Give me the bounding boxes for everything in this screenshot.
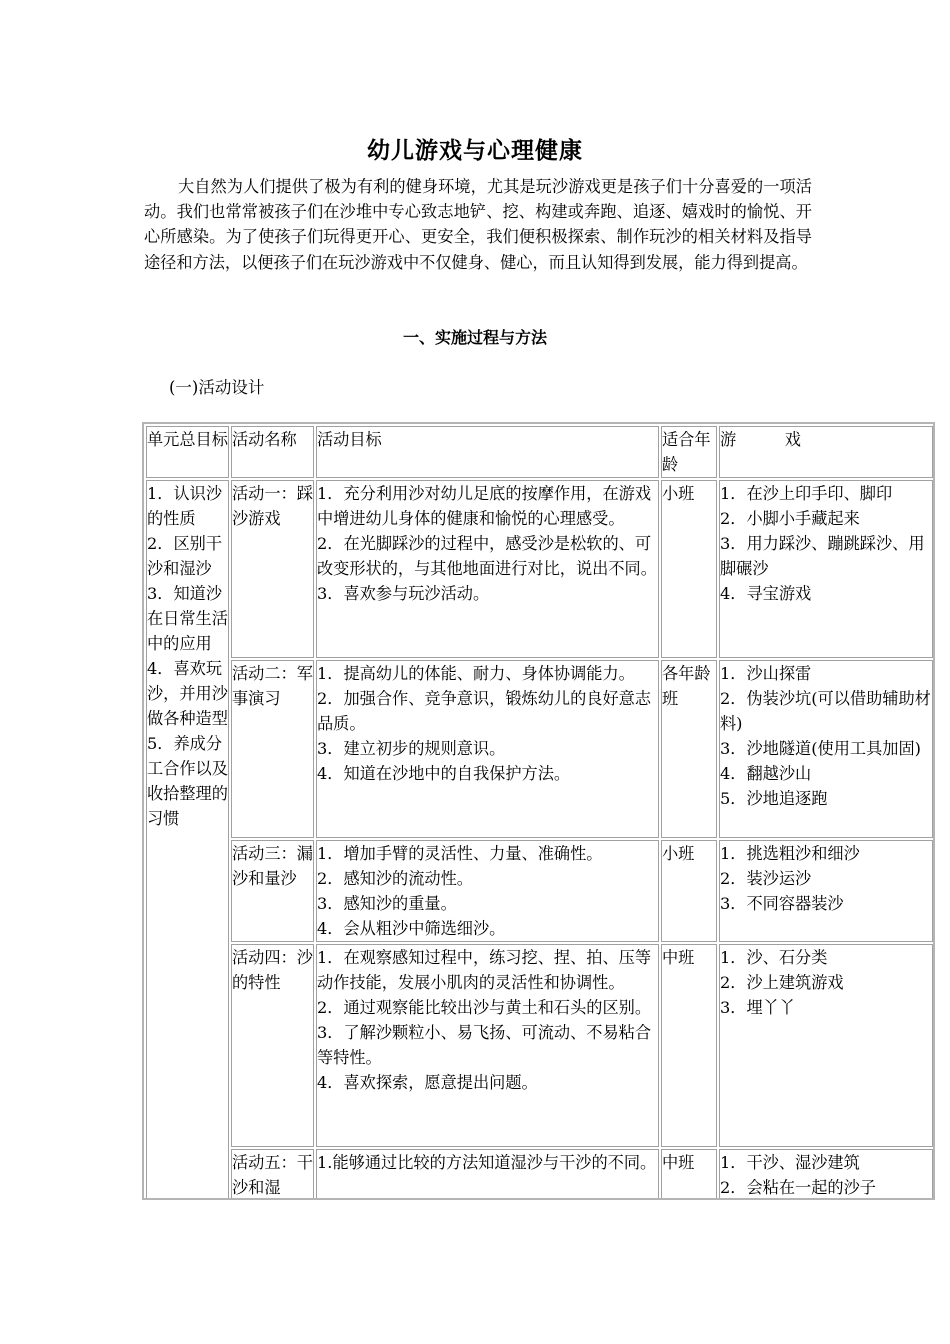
game-item: 2．小脚小手藏起来 bbox=[720, 509, 860, 528]
intro-paragraph: 大自然为人们提供了极为有利的健身环境，尤其是玩沙游戏更是孩子们十分喜爱的一项活动。我们也常常被孩子们在沙堆中专心致志地铲、挖、构建或奔跑、追逐、嬉戏时的愉悦、开心所感染。为了使孩子们玩得更开心、更安全，我们便积极探索、制作玩沙的相关材料及指导途径和方法，以便孩子们在玩沙游戏中不仅健身、健心，而且认知得到发展，能力得到提高。 bbox=[144, 177, 812, 272]
table-header-row bbox=[146, 426, 933, 478]
game-item: 1．干沙、湿沙建筑 bbox=[720, 1153, 860, 1172]
game-item: 2．装沙运沙 bbox=[720, 869, 812, 888]
game-item: 3．用力踩沙、蹦跳踩沙、用脚碾沙 bbox=[720, 534, 925, 578]
section-heading: 一、实施过程与方法 bbox=[402, 328, 547, 347]
activity-table-frame bbox=[142, 422, 935, 1200]
header-activity-goal: 活动目标 bbox=[316, 426, 659, 478]
activity-goals-cell bbox=[316, 480, 659, 658]
activity-goal-item: 4．会从粗沙中筛选细沙。 bbox=[317, 919, 506, 938]
age-cell: 中班 bbox=[661, 1149, 717, 1200]
activity-goal-item: 1．增加手臂的灵活性、力量、准确性。 bbox=[317, 844, 603, 863]
table-row bbox=[146, 480, 933, 658]
activity-goal-item: 3．建立初步的规则意识。 bbox=[317, 739, 506, 758]
activity-name-cell: 活动一：踩沙游戏 bbox=[231, 480, 314, 658]
activity-goal-item: 4．知道在沙地中的自我保护方法。 bbox=[317, 764, 571, 783]
activity-goal-item: 3．了解沙颗粒小、易飞扬、可流动、不易粘合等特性。 bbox=[317, 1023, 652, 1067]
activity-goal-item: 1.能够通过比较的方法知道湿沙与干沙的不同。 bbox=[317, 1153, 657, 1172]
activity-goal-item: 2．在光脚踩沙的过程中，感受沙是松软的、可改变形状的，与其他地面进行对比，说出不同。 bbox=[317, 534, 657, 578]
age-cell: 小班 bbox=[661, 840, 717, 942]
activity-name-cell: 活动二：军事演习 bbox=[231, 660, 314, 838]
activity-design-table bbox=[144, 424, 935, 1200]
game-item: 2．伪装沙坑(可以借助辅助材料) bbox=[720, 689, 931, 733]
activity-goal-item: 2．加强合作、竞争意识，锻炼幼儿的良好意志品质。 bbox=[317, 689, 652, 733]
table-row bbox=[146, 944, 933, 1147]
game-item: 3．不同容器装沙 bbox=[720, 894, 844, 913]
game-item: 4．寻宝游戏 bbox=[720, 584, 812, 603]
age-cell: 小班 bbox=[661, 480, 717, 658]
activity-goals-cell bbox=[316, 840, 659, 942]
unit-goal-item: 4．喜欢玩沙，并用沙做各种造型 bbox=[147, 659, 228, 728]
activity-goal-item: 2．通过观察能比较出沙与黄土和石头的区别。 bbox=[317, 998, 652, 1017]
activity-goal-item: 1．提高幼儿的体能、耐力、身体协调能力。 bbox=[317, 664, 635, 683]
table-row bbox=[146, 840, 933, 942]
header-unit-goal: 单元总目标 bbox=[146, 426, 229, 478]
activity-goal-item: 1．在观察感知过程中，练习挖、捏、拍、压等动作技能，发展小肌肉的灵活性和协调性。 bbox=[317, 948, 652, 992]
game-item: 2．沙上建筑游戏 bbox=[720, 973, 844, 992]
table-row bbox=[146, 1149, 933, 1200]
age-cell: 各年龄班 bbox=[661, 660, 717, 838]
game-item: 1．沙山探雷 bbox=[720, 664, 812, 683]
activity-name-cell: 活动三：漏沙和量沙 bbox=[231, 840, 314, 942]
game-item: 4．翻越沙山 bbox=[720, 764, 812, 783]
games-cell bbox=[719, 480, 933, 658]
games-cell bbox=[719, 660, 933, 838]
game-item: 3．沙地隧道(使用工具加固) bbox=[720, 739, 921, 758]
game-item: 1．在沙上印手印、脚印 bbox=[720, 484, 893, 503]
header-activity-name: 活动名称 bbox=[231, 426, 314, 478]
game-item: 5．沙地追逐跑 bbox=[720, 789, 828, 808]
activity-goal-item: 3．喜欢参与玩沙活动。 bbox=[317, 584, 490, 603]
unit-goals-cell bbox=[146, 480, 229, 1200]
activity-goals-cell bbox=[316, 660, 659, 838]
activity-goal-item: 1．充分利用沙对幼儿足底的按摩作用，在游戏中增进幼儿身体的健康和愉悦的心理感受。 bbox=[317, 484, 652, 528]
games-cell bbox=[719, 840, 933, 942]
game-item: 1．挑选粗沙和细沙 bbox=[720, 844, 860, 863]
table-row bbox=[146, 660, 933, 838]
sub-heading: (一)活动设计 bbox=[169, 378, 265, 397]
game-item: 2．会粘在一起的沙子 bbox=[720, 1178, 876, 1197]
unit-goal-item: 5．养成分工合作以及收拾整理的习惯 bbox=[147, 734, 228, 828]
unit-goal-item: 3．知道沙在日常生活中的应用 bbox=[147, 584, 228, 653]
header-games: 游 戏 bbox=[719, 426, 933, 478]
activity-goal-item: 3．感知沙的重量。 bbox=[317, 894, 457, 913]
activity-goals-cell bbox=[316, 1149, 659, 1200]
activity-name-cell: 活动五：干沙和湿 bbox=[231, 1149, 314, 1200]
activity-goal-item: 2．感知沙的流动性。 bbox=[317, 869, 473, 888]
header-age: 适合年龄 bbox=[661, 426, 717, 478]
games-cell bbox=[719, 944, 933, 1147]
age-cell: 中班 bbox=[661, 944, 717, 1147]
activity-goals-cell bbox=[316, 944, 659, 1147]
activity-name-cell: 活动四：沙的特性 bbox=[231, 944, 314, 1147]
game-item: 3．埋丫丫 bbox=[720, 998, 796, 1017]
unit-goal-item: 2．区别干沙和湿沙 bbox=[147, 534, 223, 578]
document-title: 幼儿游戏与心理健康 bbox=[367, 137, 583, 164]
game-item: 1．沙、石分类 bbox=[720, 948, 828, 967]
activity-goal-item: 4．喜欢探索，愿意提出问题。 bbox=[317, 1073, 538, 1092]
unit-goal-item: 1．认识沙的性质 bbox=[147, 484, 223, 528]
games-cell bbox=[719, 1149, 933, 1200]
